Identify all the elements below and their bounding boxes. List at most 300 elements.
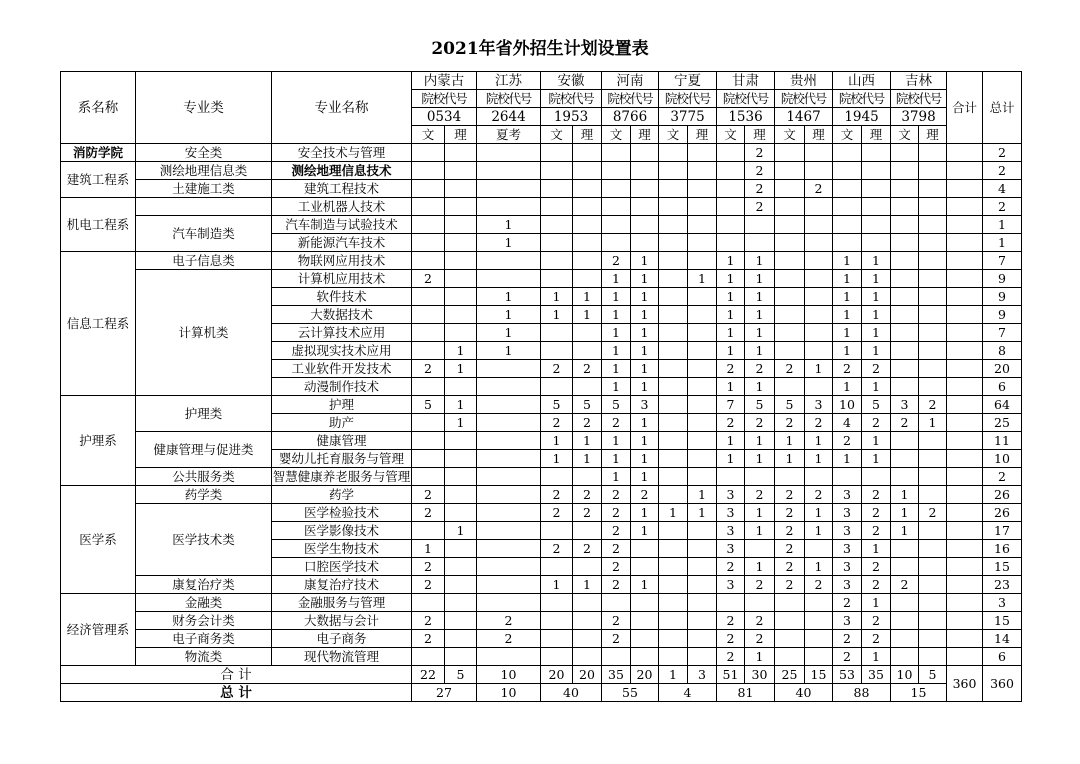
- code-label: 院校代号: [833, 90, 891, 108]
- province-header: 吉林: [891, 72, 947, 90]
- quota-cell: 7: [717, 396, 745, 414]
- quota-cell: [775, 288, 805, 306]
- quota-cell: [541, 378, 573, 396]
- quota-cell: [919, 144, 947, 162]
- quota-cell: [412, 288, 445, 306]
- quota-cell: [659, 306, 688, 324]
- quota-cell: [412, 522, 445, 540]
- quota-cell: 2: [775, 486, 805, 504]
- row-sum: 14: [983, 630, 1022, 648]
- major-name: 云计算技术应用: [272, 324, 412, 342]
- quota-cell: 1: [631, 450, 659, 468]
- quota-cell: 1: [631, 432, 659, 450]
- department-name: 建筑工程系: [61, 162, 136, 198]
- quota-cell: 5: [412, 396, 445, 414]
- quota-cell: 1: [891, 522, 919, 540]
- quota-cell: [445, 162, 477, 180]
- quota-cell: 1: [745, 648, 775, 666]
- category-name: 计算机类: [136, 270, 272, 396]
- category-name: 土建施工类: [136, 180, 272, 198]
- code-label: 院校代号: [477, 90, 541, 108]
- school-code: 1953: [541, 108, 602, 126]
- quota-cell: 2: [862, 360, 891, 378]
- quota-cell: [862, 468, 891, 486]
- major-name: 大数据与会计: [272, 612, 412, 630]
- quota-cell: [805, 288, 833, 306]
- sum-cell: 15: [805, 666, 833, 684]
- quota-cell: [659, 630, 688, 648]
- quota-cell: [891, 180, 919, 198]
- quota-cell: [745, 216, 775, 234]
- quota-cell: 2: [412, 612, 445, 630]
- quota-cell: [775, 324, 805, 342]
- quota-cell: [891, 144, 919, 162]
- quota-cell: [602, 180, 631, 198]
- quota-cell: [573, 378, 602, 396]
- quota-cell: [541, 252, 573, 270]
- quota-cell: 2: [805, 576, 833, 594]
- table-row: [61, 576, 1022, 594]
- row-sum: 10: [983, 450, 1022, 468]
- sum-row: [61, 666, 1022, 684]
- quota-cell: [573, 144, 602, 162]
- quota-cell: 1: [745, 450, 775, 468]
- quota-cell: 2: [862, 612, 891, 630]
- quota-cell: [919, 378, 947, 396]
- quota-cell: 2: [541, 540, 573, 558]
- province-header: 宁夏: [659, 72, 717, 90]
- province-total: 40: [775, 684, 833, 702]
- quota-cell: [947, 198, 983, 216]
- quota-cell: 1: [631, 576, 659, 594]
- quota-cell: [412, 252, 445, 270]
- category-name: 药学类: [136, 486, 272, 504]
- quota-cell: [659, 558, 688, 576]
- quota-cell: [947, 648, 983, 666]
- quota-cell: 1: [833, 342, 862, 360]
- quota-cell: 5: [775, 396, 805, 414]
- quota-cell: 1: [477, 306, 541, 324]
- quota-cell: [659, 396, 688, 414]
- quota-cell: [919, 162, 947, 180]
- category-name: [136, 198, 272, 216]
- quota-cell: [919, 324, 947, 342]
- quota-cell: 1: [541, 306, 573, 324]
- subject-header: 文: [891, 126, 919, 144]
- quota-cell: [688, 342, 717, 360]
- sum-cell: 22: [412, 666, 445, 684]
- sum-cell: 30: [745, 666, 775, 684]
- quota-cell: 2: [745, 612, 775, 630]
- quota-cell: 2: [919, 396, 947, 414]
- quota-cell: [412, 468, 445, 486]
- major-name: 医学生物技术: [272, 540, 412, 558]
- quota-cell: [688, 576, 717, 594]
- province-total: 81: [717, 684, 775, 702]
- quota-cell: [891, 252, 919, 270]
- quota-cell: [947, 288, 983, 306]
- row-sum: 15: [983, 558, 1022, 576]
- quota-cell: [688, 648, 717, 666]
- subject-header: 文: [659, 126, 688, 144]
- quota-cell: 1: [445, 342, 477, 360]
- quota-cell: [412, 234, 445, 252]
- quota-cell: [659, 576, 688, 594]
- quota-cell: 1: [717, 324, 745, 342]
- sum-label: 合 计: [61, 666, 412, 684]
- quota-cell: [717, 198, 745, 216]
- quota-cell: [688, 162, 717, 180]
- sum-cell: 3: [688, 666, 717, 684]
- quota-cell: [833, 468, 862, 486]
- row-sum: 6: [983, 648, 1022, 666]
- province-total: 10: [477, 684, 541, 702]
- quota-cell: 1: [631, 378, 659, 396]
- quota-cell: [412, 450, 445, 468]
- quota-cell: [947, 468, 983, 486]
- quota-cell: [805, 594, 833, 612]
- quota-cell: 2: [833, 648, 862, 666]
- quota-cell: [445, 432, 477, 450]
- subject-header: 理: [688, 126, 717, 144]
- quota-cell: 2: [805, 486, 833, 504]
- quota-cell: [412, 342, 445, 360]
- quota-cell: 1: [631, 324, 659, 342]
- table-row: [61, 594, 1022, 612]
- quota-cell: [919, 306, 947, 324]
- quota-cell: [541, 234, 573, 252]
- quota-cell: [688, 378, 717, 396]
- school-code: 1467: [775, 108, 833, 126]
- quota-cell: 2: [862, 504, 891, 522]
- quota-cell: [775, 306, 805, 324]
- quota-cell: 2: [602, 504, 631, 522]
- major-name: 软件技术: [272, 288, 412, 306]
- quota-cell: 1: [631, 414, 659, 432]
- major-name: 助产: [272, 414, 412, 432]
- quota-cell: [947, 540, 983, 558]
- quota-cell: 1: [745, 288, 775, 306]
- quota-cell: [775, 198, 805, 216]
- quota-cell: 1: [541, 576, 573, 594]
- category-header: 专业类: [136, 72, 272, 144]
- quota-cell: [477, 648, 541, 666]
- quota-cell: 1: [602, 324, 631, 342]
- school-code: 3775: [659, 108, 717, 126]
- school-code: 8766: [602, 108, 659, 126]
- quota-cell: [891, 234, 919, 252]
- quota-cell: [631, 630, 659, 648]
- quota-cell: [775, 594, 805, 612]
- quota-cell: [631, 234, 659, 252]
- quota-cell: 1: [745, 378, 775, 396]
- quota-cell: [659, 198, 688, 216]
- quota-cell: [659, 324, 688, 342]
- row-sum: 17: [983, 522, 1022, 540]
- quota-cell: 1: [631, 360, 659, 378]
- quota-cell: 1: [631, 342, 659, 360]
- row-sum: 1: [983, 216, 1022, 234]
- quota-cell: [477, 486, 541, 504]
- quota-cell: [573, 630, 602, 648]
- quota-cell: 2: [477, 612, 541, 630]
- quota-cell: [775, 342, 805, 360]
- quota-cell: [477, 162, 541, 180]
- quota-cell: [775, 234, 805, 252]
- quota-cell: 2: [602, 486, 631, 504]
- school-code: 3798: [891, 108, 947, 126]
- table-row: [61, 630, 1022, 648]
- quota-cell: [919, 612, 947, 630]
- quota-cell: [573, 270, 602, 288]
- table-row: [61, 396, 1022, 414]
- quota-cell: [891, 558, 919, 576]
- table-row: [61, 162, 1022, 180]
- table-row: [61, 270, 1022, 288]
- quota-cell: [541, 216, 573, 234]
- quota-cell: 1: [445, 396, 477, 414]
- major-name: 物联网应用技术: [272, 252, 412, 270]
- quota-cell: [445, 630, 477, 648]
- quota-cell: [688, 522, 717, 540]
- major-name: 婴幼儿托育服务与管理: [272, 450, 412, 468]
- quota-cell: [659, 432, 688, 450]
- quota-cell: 2: [573, 360, 602, 378]
- row-sum: 26: [983, 504, 1022, 522]
- quota-cell: [477, 252, 541, 270]
- quota-cell: 2: [631, 486, 659, 504]
- quota-cell: 1: [602, 270, 631, 288]
- quota-cell: [775, 468, 805, 486]
- quota-cell: [541, 522, 573, 540]
- quota-cell: [919, 450, 947, 468]
- quota-cell: [805, 612, 833, 630]
- quota-cell: 2: [745, 180, 775, 198]
- quota-cell: [947, 360, 983, 378]
- quota-cell: [659, 486, 688, 504]
- quota-cell: [805, 630, 833, 648]
- department-name: 经济管理系: [61, 594, 136, 666]
- major-name: 虚拟现实技术应用: [272, 342, 412, 360]
- quota-cell: [445, 576, 477, 594]
- quota-cell: [775, 162, 805, 180]
- category-name: 金融类: [136, 594, 272, 612]
- quota-cell: [573, 558, 602, 576]
- province-total: 27: [412, 684, 477, 702]
- quota-cell: 2: [477, 630, 541, 648]
- quota-cell: 2: [412, 504, 445, 522]
- quota-cell: [947, 558, 983, 576]
- row-sum: 2: [983, 468, 1022, 486]
- quota-cell: 1: [891, 486, 919, 504]
- row-sum: 8: [983, 342, 1022, 360]
- quota-cell: [891, 432, 919, 450]
- quota-cell: 2: [602, 576, 631, 594]
- quota-cell: [891, 198, 919, 216]
- quota-cell: [919, 432, 947, 450]
- quota-cell: 1: [445, 360, 477, 378]
- quota-cell: [947, 522, 983, 540]
- quota-cell: 1: [477, 288, 541, 306]
- major-name: 医学影像技术: [272, 522, 412, 540]
- quota-cell: [477, 594, 541, 612]
- quota-cell: [688, 450, 717, 468]
- quota-cell: 1: [745, 252, 775, 270]
- quota-cell: [919, 198, 947, 216]
- quota-cell: 1: [745, 558, 775, 576]
- quota-cell: [688, 432, 717, 450]
- quota-cell: 1: [412, 540, 445, 558]
- quota-cell: 2: [775, 360, 805, 378]
- quota-cell: [659, 360, 688, 378]
- code-label: 院校代号: [891, 90, 947, 108]
- table-row: [61, 252, 1022, 270]
- quota-cell: 1: [573, 432, 602, 450]
- quota-cell: [412, 306, 445, 324]
- quota-cell: 2: [833, 360, 862, 378]
- quota-cell: [631, 540, 659, 558]
- quota-cell: [919, 540, 947, 558]
- quota-cell: [541, 342, 573, 360]
- quota-cell: [775, 612, 805, 630]
- province-header: 江苏: [477, 72, 541, 90]
- sum-cell: 20: [573, 666, 602, 684]
- code-label: 院校代号: [717, 90, 775, 108]
- quota-cell: 2: [573, 486, 602, 504]
- quota-cell: [775, 630, 805, 648]
- quota-cell: [688, 594, 717, 612]
- quota-cell: [947, 216, 983, 234]
- quota-cell: [445, 648, 477, 666]
- quota-cell: 2: [602, 612, 631, 630]
- quota-cell: 3: [631, 396, 659, 414]
- quota-cell: 1: [833, 270, 862, 288]
- quota-cell: 1: [862, 594, 891, 612]
- quota-cell: [445, 270, 477, 288]
- province-header: 山西: [833, 72, 891, 90]
- quota-cell: [947, 162, 983, 180]
- quota-cell: 1: [862, 288, 891, 306]
- quota-cell: [631, 594, 659, 612]
- quota-cell: [541, 144, 573, 162]
- quota-cell: [919, 486, 947, 504]
- code-label: 院校代号: [602, 90, 659, 108]
- quota-cell: 1: [602, 378, 631, 396]
- quota-cell: 2: [541, 414, 573, 432]
- quota-cell: [862, 162, 891, 180]
- quota-cell: 1: [805, 522, 833, 540]
- major-name: 口腔医学技术: [272, 558, 412, 576]
- row-sum: 23: [983, 576, 1022, 594]
- quota-cell: 1: [602, 360, 631, 378]
- quota-cell: [573, 234, 602, 252]
- quota-cell: [573, 648, 602, 666]
- quota-cell: 2: [717, 558, 745, 576]
- quota-cell: 2: [412, 360, 445, 378]
- row-sum: 9: [983, 306, 1022, 324]
- quota-cell: [412, 594, 445, 612]
- quota-cell: 1: [745, 504, 775, 522]
- quota-cell: 1: [745, 432, 775, 450]
- quota-cell: 2: [602, 558, 631, 576]
- quota-cell: 2: [891, 414, 919, 432]
- quota-cell: [573, 468, 602, 486]
- quota-cell: 1: [775, 450, 805, 468]
- quota-cell: [688, 630, 717, 648]
- sum-cell: 1: [659, 666, 688, 684]
- quota-cell: [445, 252, 477, 270]
- quota-cell: 2: [412, 486, 445, 504]
- quota-cell: 1: [631, 270, 659, 288]
- quota-cell: [477, 396, 541, 414]
- quota-cell: [947, 396, 983, 414]
- province-header: 安徽: [541, 72, 602, 90]
- quota-cell: [947, 234, 983, 252]
- quota-cell: 3: [833, 540, 862, 558]
- quota-cell: 1: [541, 432, 573, 450]
- quota-cell: [445, 234, 477, 252]
- quota-cell: 3: [891, 396, 919, 414]
- table-row: [61, 216, 1022, 234]
- quota-cell: 2: [862, 630, 891, 648]
- quota-cell: [891, 288, 919, 306]
- province-total: 15: [891, 684, 947, 702]
- quota-cell: 2: [805, 180, 833, 198]
- quota-cell: 5: [573, 396, 602, 414]
- quota-cell: 1: [445, 414, 477, 432]
- quota-cell: 2: [412, 630, 445, 648]
- quota-cell: [717, 144, 745, 162]
- quota-cell: [947, 504, 983, 522]
- quota-cell: [919, 342, 947, 360]
- quota-cell: 1: [862, 648, 891, 666]
- quota-cell: [659, 414, 688, 432]
- quota-cell: 1: [862, 450, 891, 468]
- subject-header: 文: [602, 126, 631, 144]
- quota-cell: [775, 180, 805, 198]
- quota-cell: 1: [477, 342, 541, 360]
- quota-cell: [477, 198, 541, 216]
- quota-cell: 1: [659, 504, 688, 522]
- quota-cell: [445, 468, 477, 486]
- quota-cell: [891, 324, 919, 342]
- subject-header: 理: [573, 126, 602, 144]
- quota-cell: 5: [541, 396, 573, 414]
- quota-cell: [659, 144, 688, 162]
- quota-cell: 2: [412, 558, 445, 576]
- row-sum: 3: [983, 594, 1022, 612]
- quota-cell: 4: [833, 414, 862, 432]
- quota-cell: 2: [541, 486, 573, 504]
- quota-cell: [688, 612, 717, 630]
- quota-cell: [947, 144, 983, 162]
- quota-cell: 2: [833, 594, 862, 612]
- quota-cell: [631, 612, 659, 630]
- quota-cell: 1: [891, 504, 919, 522]
- quota-cell: 1: [688, 486, 717, 504]
- quota-cell: [688, 144, 717, 162]
- quota-cell: [659, 288, 688, 306]
- quota-cell: 1: [862, 252, 891, 270]
- quota-cell: 2: [745, 486, 775, 504]
- quota-cell: 2: [862, 522, 891, 540]
- major-header: 专业名称: [272, 72, 412, 144]
- quota-cell: [919, 594, 947, 612]
- quota-cell: [688, 306, 717, 324]
- quota-cell: 1: [833, 450, 862, 468]
- quota-cell: 2: [745, 162, 775, 180]
- quota-cell: [688, 540, 717, 558]
